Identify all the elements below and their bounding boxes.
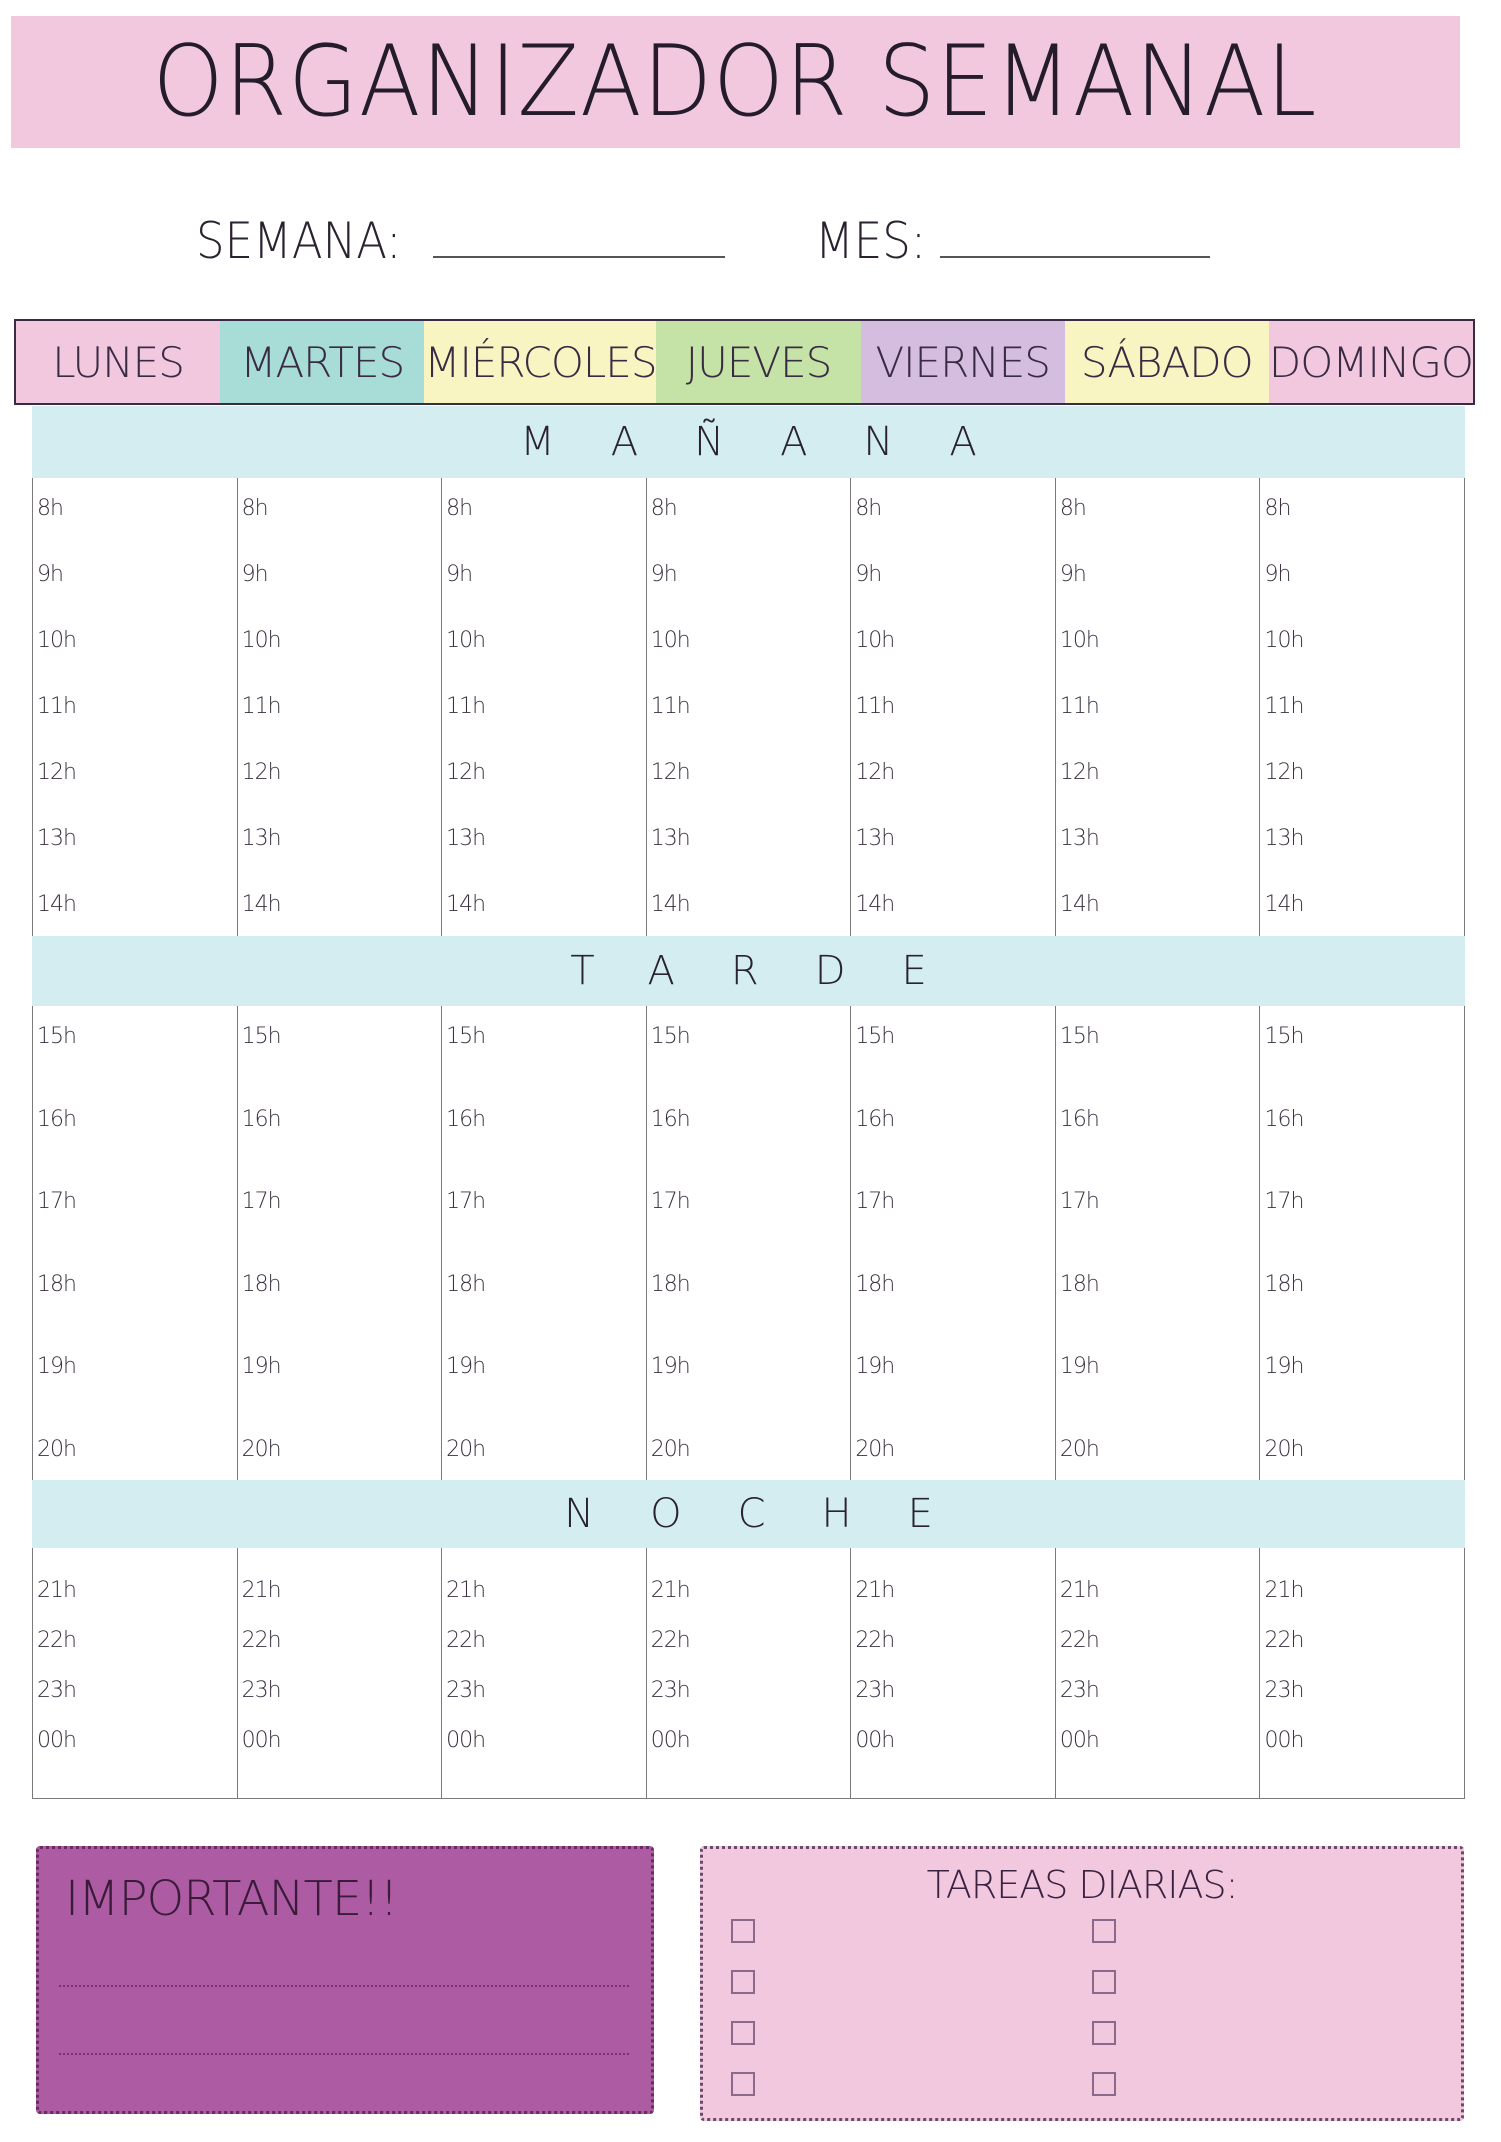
task-checkbox[interactable] [1092,1919,1116,1943]
section-band [32,936,1465,1006]
hour-label: 00h [241,1728,281,1753]
day-column[interactable] [442,1006,647,1480]
hour-label: 22h [1264,1628,1304,1653]
hour-label: 8h [241,496,268,521]
day-column[interactable] [851,478,1056,936]
hour-label: 15h [241,1024,281,1049]
day-column[interactable] [1056,1548,1261,1798]
hour-label: 17h [855,1189,895,1214]
hour-label: 21h [1059,1578,1099,1603]
hour-label: 21h [37,1578,76,1603]
day-column[interactable] [33,1006,238,1480]
hour-label: 20h [446,1436,486,1462]
page-title: ORGANIZADOR SEMANAL [153,25,1318,139]
hour-label: 23h [855,1678,895,1703]
hour-label: 16h [1059,1106,1099,1132]
hour-label: 19h [241,1354,281,1379]
section-label: TARDE [570,948,983,994]
hour-label: 10h [241,628,281,653]
day-column[interactable] [647,1548,852,1798]
title-bar [11,16,1460,148]
hour-label: 10h [855,628,895,653]
hour-label: 18h [241,1271,281,1297]
hour-label: 18h [1264,1271,1304,1297]
hour-label: 17h [1264,1189,1304,1214]
task-checkbox[interactable] [731,1970,755,1994]
hour-label: 10h [650,628,690,653]
hour-label: 21h [1264,1578,1304,1603]
hour-label: 10h [37,628,76,653]
hour-label: 12h [650,760,690,785]
hour-label: 9h [1264,562,1291,587]
hour-label: 00h [1059,1728,1099,1753]
task-checkbox[interactable] [1092,2021,1116,2045]
section-label: MAÑANA [520,419,1033,465]
hour-label: 9h [855,562,882,587]
hour-label: 23h [650,1678,690,1703]
day-column[interactable] [238,1548,443,1798]
hour-label: 10h [1059,628,1099,653]
hour-label: 18h [650,1271,690,1297]
task-checkbox[interactable] [1092,2072,1116,2096]
day-column[interactable] [33,1548,238,1798]
hour-label: 20h [1264,1436,1304,1462]
hour-label: 13h [241,826,281,851]
important-box [36,1846,654,2114]
hour-label: 20h [650,1436,690,1462]
hour-label: 11h [446,694,486,719]
section-band [32,406,1465,478]
hour-label: 9h [241,562,268,587]
hour-label: 19h [855,1354,895,1379]
hour-label: 00h [855,1728,895,1753]
hour-label: 16h [855,1106,895,1132]
meta-row [0,200,1501,280]
hour-label: 22h [855,1628,895,1653]
hour-label: 17h [241,1189,281,1214]
day-4: VIERNES [861,321,1065,403]
hour-label: 18h [855,1271,895,1297]
day-column[interactable] [33,478,238,936]
hour-label: 18h [446,1271,486,1297]
hour-label: 12h [1264,760,1304,785]
hour-label: 00h [37,1728,76,1753]
hour-label: 18h [1059,1271,1099,1297]
month-field[interactable] [940,256,1210,258]
hour-label: 21h [241,1578,281,1603]
weekday-header [14,319,1475,405]
hour-label: 13h [1059,826,1099,851]
day-6: DOMINGO [1269,321,1473,403]
hour-label: 9h [37,562,63,587]
section-cells [32,478,1465,936]
hour-label: 11h [241,694,281,719]
note-line[interactable] [59,1985,629,1987]
hour-label: 11h [1264,694,1304,719]
hour-label: 23h [1264,1678,1304,1703]
hour-label: 13h [855,826,895,851]
day-column[interactable] [238,1006,443,1480]
section-cells [32,1006,1465,1480]
hour-label: 12h [1059,760,1099,785]
hour-label: 11h [1059,694,1099,719]
day-column[interactable] [647,478,852,936]
hour-label: 14h [650,892,690,917]
hour-label: 15h [446,1024,486,1049]
important-header: IMPORTANTE!! [65,1871,398,1927]
hour-label: 14h [1059,892,1099,917]
grid-bottom-border [32,1798,1465,1799]
hour-label: 17h [37,1189,76,1214]
hour-label: 8h [650,496,677,521]
hour-label: 11h [37,694,76,719]
hour-label: 22h [241,1628,281,1653]
note-line[interactable] [59,2053,629,2055]
hour-label: 10h [1264,628,1304,653]
hour-label: 21h [855,1578,895,1603]
hour-label: 20h [37,1436,76,1462]
task-checkbox[interactable] [731,2021,755,2045]
hour-label: 17h [650,1189,690,1214]
hour-label: 14h [855,892,895,917]
hour-label: 13h [37,826,76,851]
hour-label: 19h [1059,1354,1099,1379]
hour-label: 21h [650,1578,690,1603]
hour-label: 22h [37,1628,76,1653]
section-label: NOCHE [564,1491,989,1537]
day-0: LUNES [16,321,220,403]
hour-label: 15h [1059,1024,1099,1049]
hour-label: 20h [241,1436,281,1462]
day-column[interactable] [851,1548,1056,1798]
tasks-header: TAREAS DIARIAS: [926,1863,1238,1907]
hour-label: 8h [37,496,63,521]
section-band [32,1480,1465,1548]
hour-label: 19h [650,1354,690,1379]
hour-label: 15h [855,1024,895,1049]
day-column[interactable] [238,478,443,936]
day-1: MARTES [220,321,424,403]
day-column[interactable] [1260,478,1464,936]
hour-label: 21h [446,1578,486,1603]
hour-label: 8h [1059,496,1086,521]
hour-label: 14h [1264,892,1304,917]
hour-label: 20h [1059,1436,1099,1462]
hour-label: 16h [241,1106,281,1132]
hour-label: 23h [37,1678,76,1703]
hour-label: 15h [650,1024,690,1049]
day-column[interactable] [851,1006,1056,1480]
hour-label: 14h [241,892,281,917]
day-column[interactable] [442,478,647,936]
day-column[interactable] [1056,1006,1261,1480]
hour-label: 15h [37,1024,76,1049]
task-checkbox[interactable] [731,1919,755,1943]
hour-label: 00h [446,1728,486,1753]
hour-label: 16h [446,1106,486,1132]
hour-label: 19h [446,1354,486,1379]
hour-label: 17h [446,1189,486,1214]
hour-label: 10h [446,628,486,653]
hour-label: 23h [241,1678,281,1703]
hour-label: 9h [650,562,677,587]
hour-label: 14h [446,892,486,917]
hour-label: 13h [650,826,690,851]
day-5: SÁBADO [1065,321,1269,403]
hour-label: 13h [446,826,486,851]
daily-tasks-box [700,1846,1464,2121]
hour-label: 13h [1264,826,1304,851]
hour-label: 12h [855,760,895,785]
day-column[interactable] [1056,478,1261,936]
hour-label: 19h [37,1354,76,1379]
hour-label: 22h [446,1628,486,1653]
hour-label: 00h [1264,1728,1304,1753]
month-label: MES: [815,212,926,270]
hour-label: 18h [37,1271,76,1297]
week-field[interactable] [433,256,725,258]
hour-label: 12h [241,760,281,785]
task-checkbox[interactable] [731,2072,755,2096]
hour-label: 14h [37,892,76,917]
day-column[interactable] [647,1006,852,1480]
hour-label: 17h [1059,1189,1099,1214]
hour-label: 23h [446,1678,486,1703]
hour-label: 8h [446,496,473,521]
day-column[interactable] [442,1548,647,1798]
hour-label: 16h [650,1106,690,1132]
hour-label: 22h [1059,1628,1099,1653]
hour-label: 16h [37,1106,76,1132]
hour-label: 16h [1264,1106,1304,1132]
hour-label: 11h [855,694,895,719]
day-column[interactable] [1260,1548,1464,1798]
hour-label: 8h [1264,496,1291,521]
hour-label: 8h [855,496,882,521]
day-3: JUEVES [656,321,860,403]
week-label: SEMANA: [196,212,402,270]
hour-label: 12h [37,760,76,785]
day-2: MIÉRCOLES [424,321,656,403]
hour-label: 23h [1059,1678,1099,1703]
hour-label: 19h [1264,1354,1304,1379]
task-checkbox[interactable] [1092,1970,1116,1994]
hour-label: 20h [855,1436,895,1462]
hour-label: 22h [650,1628,690,1653]
hour-label: 15h [1264,1024,1304,1049]
hour-label: 9h [1059,562,1086,587]
hour-label: 9h [446,562,473,587]
hour-label: 11h [650,694,690,719]
hour-label: 00h [650,1728,690,1753]
hour-label: 12h [446,760,486,785]
section-cells [32,1548,1465,1798]
day-column[interactable] [1260,1006,1464,1480]
